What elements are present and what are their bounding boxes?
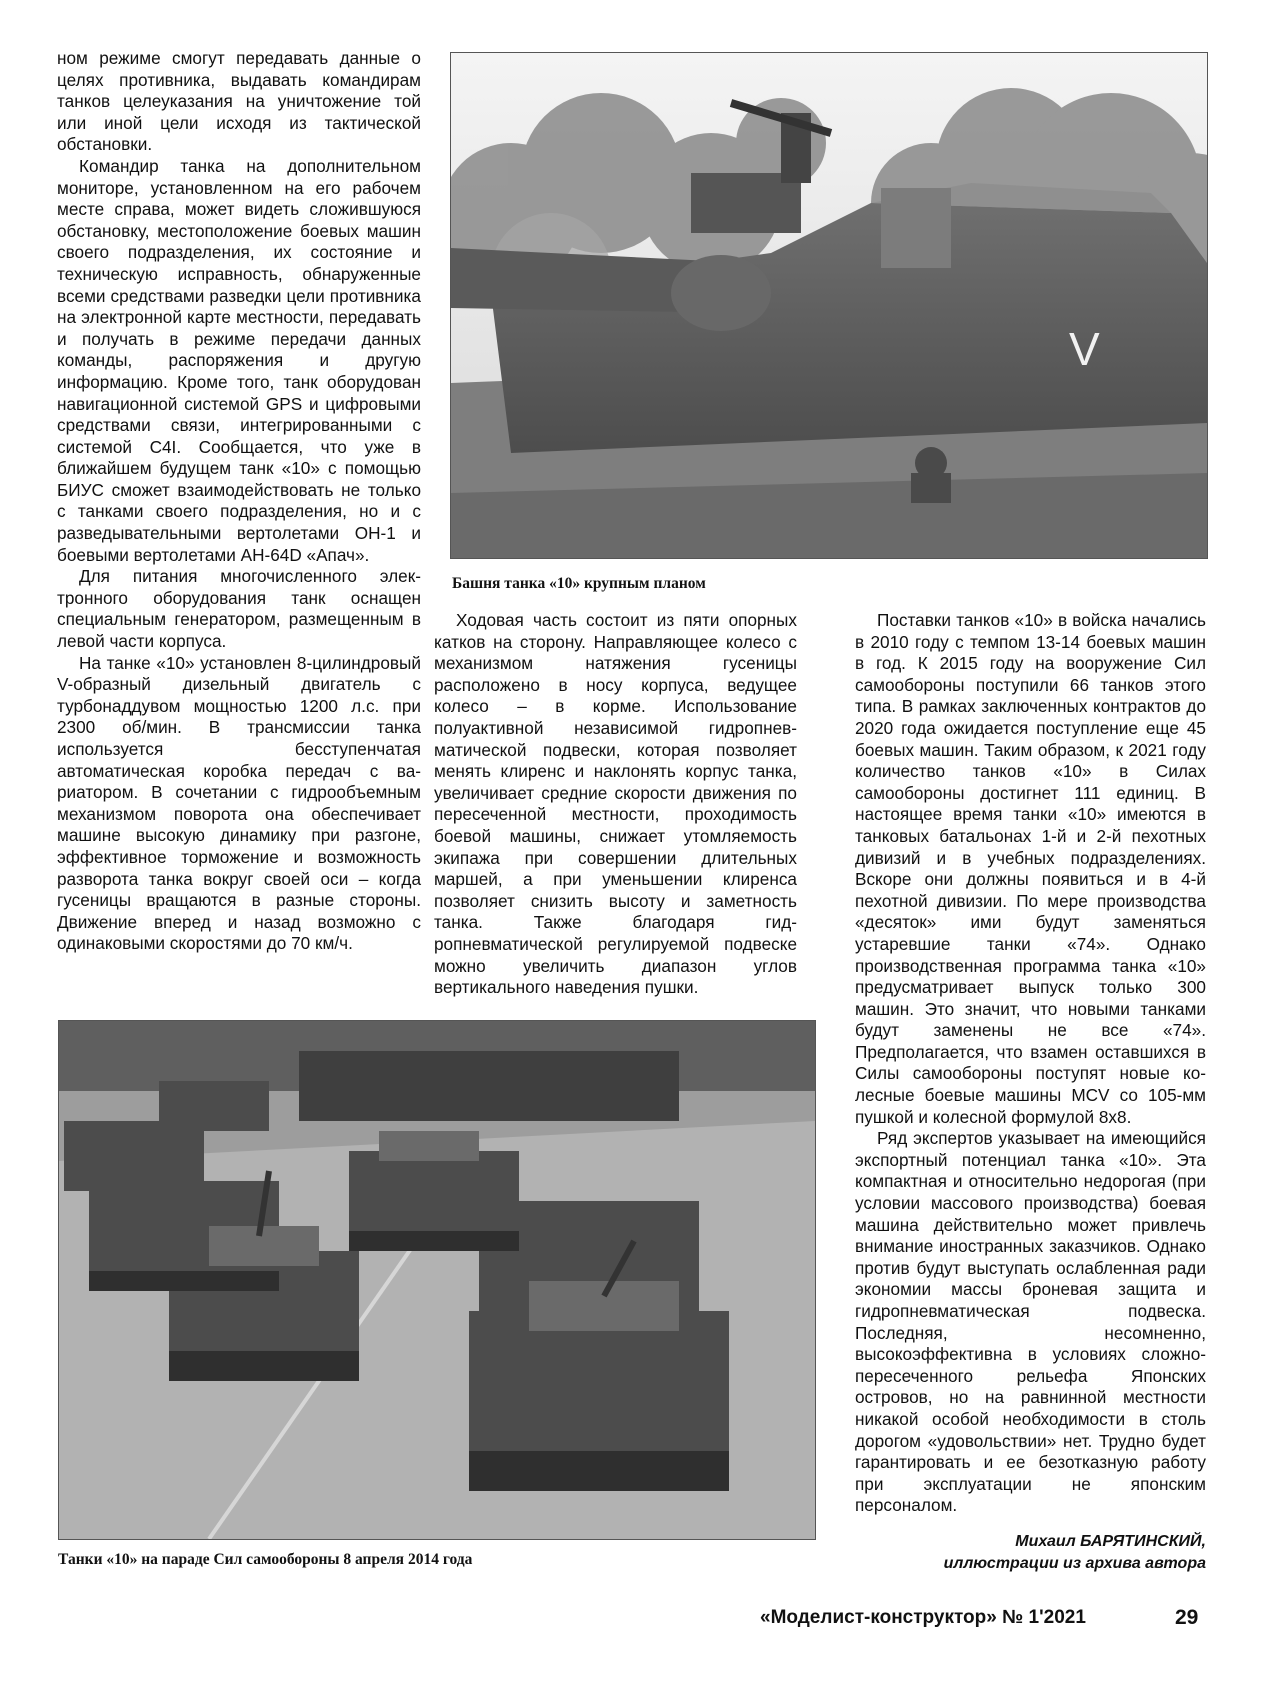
author-name: Михаил БАРЯТИНСКИЙ, bbox=[1015, 1533, 1206, 1550]
parade-photo-image bbox=[59, 1021, 815, 1539]
paragraph: Командир танка на дополнительном мониторе, установленном на его рабочем месте справа, может видеть сложившуюся обстановку, местоположение боевых машин своего подразделения, их состояние и техническую исправность, обнаруженные всеми средствами разведки цели противника на электронной карте местности, передавать и получать в режиме передачи данных команды, распоряжения и другую информацию. Кроме того, танк оборудован навигационной системой GPS и цифровыми средствами связи, интегрированными с системой C4I. Сообщается, что уже в ближайшем будущем танк «10» с помощью БИУС сможет взаимодействовать не только с танками своего подразделения, но и с разведывательными вертолетами ОН-1 и боевыми вертолетами АН-64D «Апач». bbox=[57, 155, 421, 565]
turret-photo-caption: Башня танка «10» крупным планом bbox=[452, 575, 706, 592]
illustration-credit: иллюстрации из архива автора bbox=[943, 1555, 1206, 1572]
magazine-title: «Моделист-конструктор» № 1'2021 bbox=[760, 1607, 1086, 1628]
text-column-2 bbox=[434, 610, 797, 999]
text-column-1 bbox=[57, 48, 421, 955]
paragraph: Ходовая часть состоит из пяти опорных катков на сторону. Направляющее колесо с механизмом натяжения гусеницы расположено в носу корпуса, ведущее колесо – в корме. Использование полуактивной независимой гидропневматической подвески, которая позволяет менять клиренс и наклонять корпус танка, увеличивает средние скорости движения по пересеченной местности, проходимость боевой машины, снижает утомляемость экипажа при совершении длительных маршей, а при уменьшении клиренса позволяет снизить высоту и заметность танка. Также благодаря гидропневматической регулируемой подвеске можно увеличить диапазон углов вертикального наведения пушки. bbox=[434, 610, 797, 998]
paragraph: Для питания многочисленного электронного оборудования танк оснащен специальным генератором, размещенным в левой части корпуса. bbox=[57, 566, 421, 652]
text-column-3 bbox=[855, 610, 1206, 1517]
paragraph: Ряд экспертов указывает на имеющийся экспортный потенциал танка «10». Эта компактная и относительно недорогая (при условии массового производства) боевая машина действительно может привлечь внимание иностранных заказчиков. Однако против будут выступать ослабленная ради экономии массы броневая защита и гидропневматическая подвеска. Последняя, несомненно, высокоэффективна в условиях сложно-пересеченного рельефа Японских островов, но на равнинной местности никакой особой необходимости в столь дорогом «удовольствии» нет. Трудно будет гарантировать и ее безотказную работу при эксплуатации не японским персоналом. bbox=[855, 1128, 1206, 1516]
turret-photo bbox=[450, 52, 1208, 559]
author-credit bbox=[944, 1531, 1206, 1575]
parade-photo-caption: Танки «10» на параде Сил самообороны 8 апреля 2014 года bbox=[58, 1551, 473, 1568]
turret-photo-image bbox=[451, 53, 1207, 558]
paragraph: ном режиме смогут передавать данные о целях противника, выдавать командирам танков целеуказания на уничтожение той или иной цели исходя из тактической обстановки. bbox=[57, 48, 421, 155]
paragraph: На танке «10» установлен 8-цилиндровый V-образный дизельный двигатель с турбонаддувом мощностью 1200 л.с. при 2300 об/мин. В трансмиссии танка используется бесступенчатая автоматическая коробка передач с вариатором. В сочетании с гидрообъемным механизмом поворота она обеспечивает машине высокую динамику при разгоне, эффективное торможение и возможность разворота танка вокруг своей оси – когда гусеницы вращаются в разные стороны. Движение вперед и назад возможно с одинаковыми скоростями до 70 км/ч. bbox=[57, 652, 421, 954]
parade-photo bbox=[58, 1020, 816, 1540]
turret-marking-v: V bbox=[1069, 323, 1100, 375]
page-number: 29 bbox=[1175, 1606, 1199, 1629]
paragraph: Поставки танков «10» в войска начались в 2010 году с темпом 13-14 боевых машин в год. К 2015 году на вооружение Сил самообороны поступили 66 танков этого типа. В рамках заключенных контрактов до 2020 года ожидается поступление еще 45 боевых машин. Таким образом, к 2021 году количество танков «10» в Силах самообороны достигнет 111 единиц. В настоящее время танки «10» имеются в танковых батальонах 1-й и 2-й пехотных дивизий и в учебных подразделениях. Вскоре они должны появиться и в 4-й пехотной дивизии. По мере производства «десяток» ими будут заменяться устаревшие танки «74». Однако производственная программа танка «10» предусматривает выпуск только 300 машин. Это значит, что новыми танками будут заменены не все «74». Предполагается, что взамен оставшихся в Силы самообороны поступят новые колесные боевые машины MCV со 105-мм пушкой и колесной формулой 8х8. bbox=[855, 610, 1206, 1127]
